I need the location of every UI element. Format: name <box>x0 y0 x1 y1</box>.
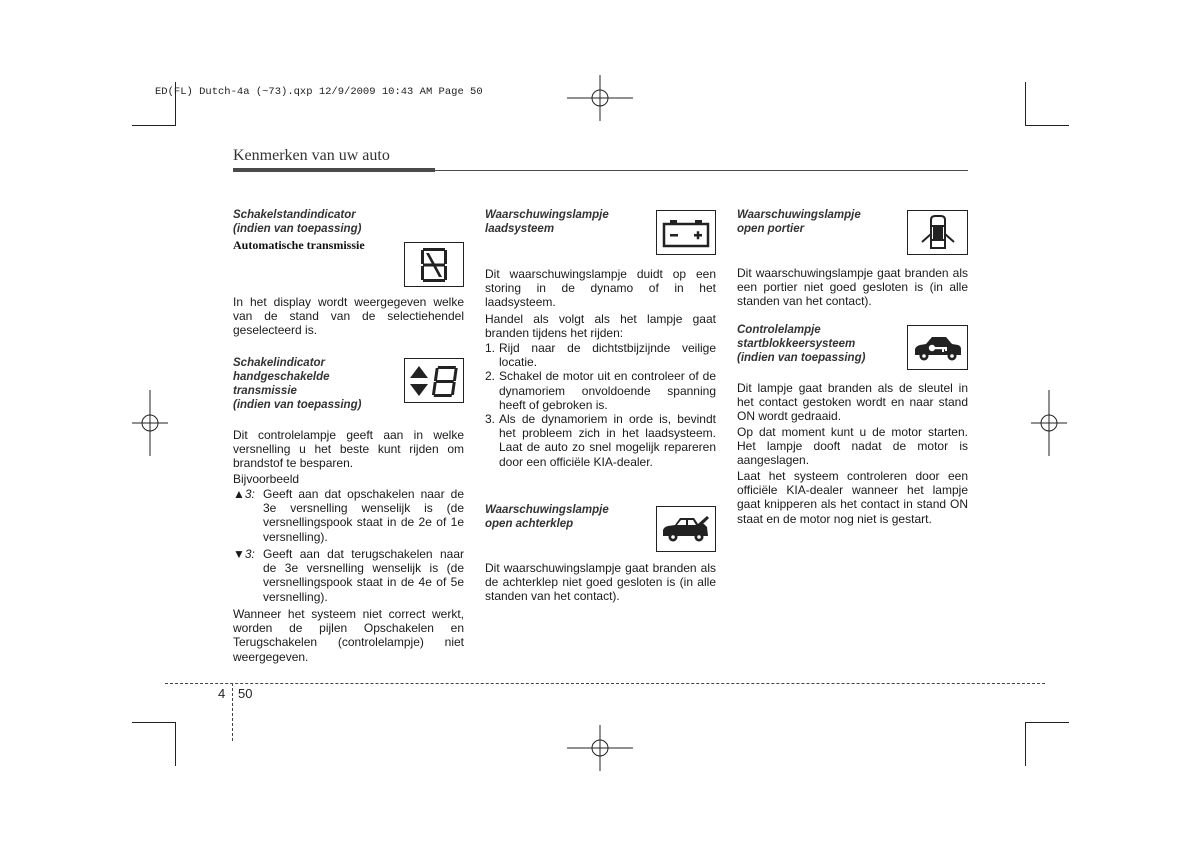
trunk-open-icon <box>656 506 716 552</box>
registration-mark-top <box>567 75 633 121</box>
page-header-title: Kenmerken van uw auto <box>233 147 390 164</box>
shift-indicator-footer: Wanneer het systeem niet correct werkt, worden de pijlen Opschakelen en Terugschakelen (controlelampje) niet weergegeven. <box>233 607 464 664</box>
list-item: 2. Schakel de motor uit en controleer of de dynamoriem onvoldoende spanning heeft of gebroken is. <box>485 369 716 412</box>
shift-down-glyph: ▼3: <box>233 547 255 561</box>
automatic-transmission-subtitle: Automatische transmissie <box>233 238 365 252</box>
door-open-icon <box>907 210 968 255</box>
gear-indicator-body: In het display wordt weergegeven welke van de stand van de selectiehendel geselecteerd is. <box>233 295 464 338</box>
shift-up-text: Geeft aan dat opschakelen naar de 3e versnelling wenselijk is (de versnellingspook staat in de 2e of 1e versnelling). <box>263 487 464 544</box>
battery-icon <box>656 210 716 255</box>
gear-indicator-title: Schakelstandindicator (indien van toepassing) <box>233 209 362 235</box>
page-number: 50 <box>238 686 253 701</box>
trunk-warning-body: Dit waarschuwingslampje gaat branden als de achterklep niet goed gesloten is (in alle standen van het contact). <box>485 561 716 604</box>
shift-indicator-icon <box>404 358 464 403</box>
registration-mark-left <box>132 390 168 456</box>
shift-up-glyph: ▲3: <box>233 487 255 501</box>
door-warning-body: Dit waarschuwingslampje gaat branden als een portier niet goed gesloten is (in alle standen van het contact). <box>737 266 968 309</box>
shift-indicator-body: Dit controlelampje geeft aan in welke versnelling u het beste kunt rijden om brandstof te besparen. <box>233 428 464 471</box>
shift-down-text: Geeft aan dat terugschakelen naar de 3e versnelling wenselijk is (de versnellingspook staat in de 4e of 5e versnelling). <box>263 547 464 604</box>
footer-dashed-rule <box>165 683 1045 684</box>
registration-mark-right <box>1031 390 1067 456</box>
gear-indicator-icon <box>404 242 464 287</box>
header-rule-thin <box>435 170 968 171</box>
trunk-warning-title: Waarschuwingslampje open achterklep <box>485 504 609 530</box>
chapter-number: 4 <box>218 686 226 701</box>
charging-warning-body2: Handel als volgt als het lampje gaat branden tijdens het rijden: <box>485 312 716 341</box>
charging-steps-list <box>485 341 716 469</box>
registration-mark-bottom <box>567 725 633 771</box>
header-rule-thick <box>233 168 435 172</box>
file-slug: ED(FL) Dutch-4a (~73).qxp 12/9/2009 10:43 AM Page 50 <box>155 86 483 98</box>
immobilizer-body1: Dit lampje gaat branden als de sleutel in het contact gestoken wordt en naar stand ON wordt gedraaid. <box>737 381 968 424</box>
door-warning-title: Waarschuwingslampje open portier <box>737 209 861 235</box>
charging-warning-title: Waarschuwingslampje laadsysteem <box>485 209 609 235</box>
immobilizer-body2: Op dat moment kunt u de motor starten. Het lampje dooft nadat de motor is aangeslagen. <box>737 425 968 468</box>
footer-dashed-divider <box>232 683 233 741</box>
shift-indicator-title: Schakelindicator handgeschakelde transmissie (indien van toepassing) <box>233 357 362 411</box>
charging-warning-body1: Dit waarschuwingslampje duidt op een storing in de dynamo of in het laadsysteem. <box>485 267 716 310</box>
example-label: Bijvoorbeeld <box>233 472 300 486</box>
immobilizer-body3: Laat het systeem controleren door een officiële KIA-dealer wanneer het lampje gaat knipperen als het contact in stand ON staat en de motor nog niet is gestart. <box>737 469 968 526</box>
immobilizer-icon <box>907 325 968 370</box>
immobilizer-title: Controlelampje startblokkeersysteem (indien van toepassing) <box>737 324 866 364</box>
list-item: 3. Als de dynamoriem in orde is, bevindt het probleem zich in het laadsysteem. Laat de auto zo snel mogelijk repareren door een officiële KIA-dealer. <box>485 412 716 469</box>
list-item: 1. Rijd naar de dichtstbijzijnde veilige locatie. <box>485 341 716 370</box>
